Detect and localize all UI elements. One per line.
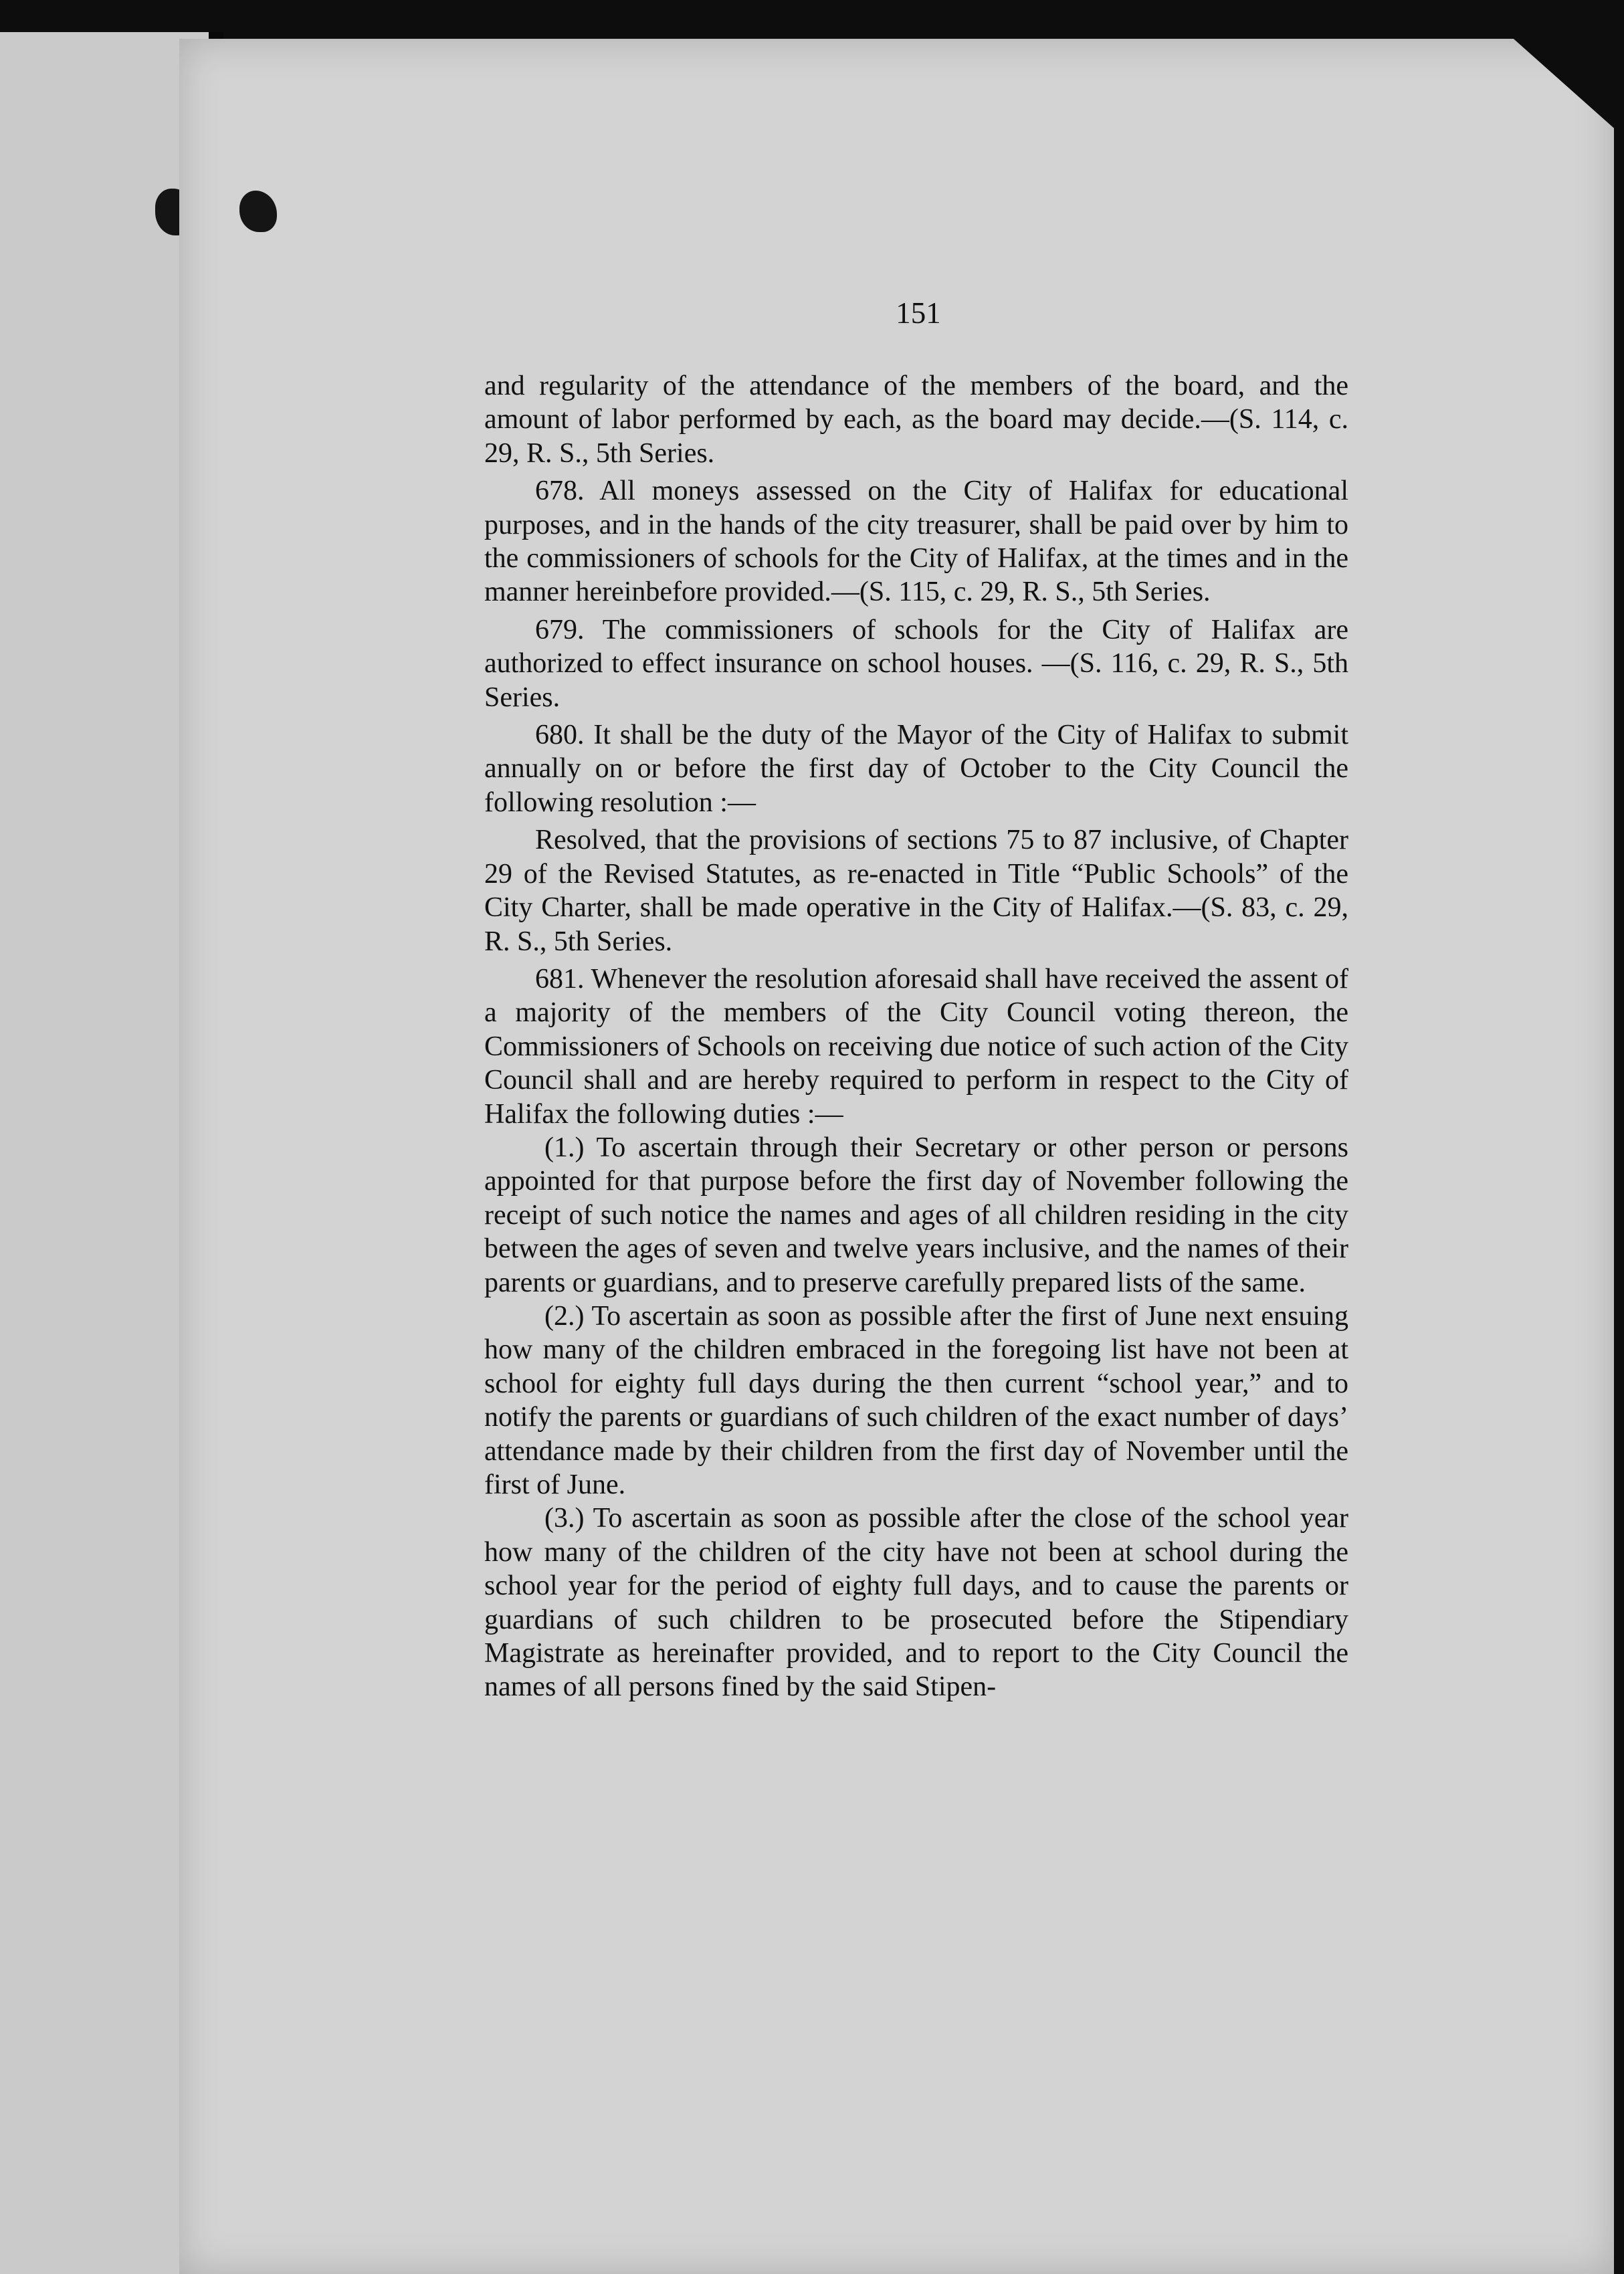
- duty-item-1: (1.) To ascertain through their Secretary or other person or persons appointed for that purpose before the first day of November following the receipt of such notice the names and ages of all children residing in the city between the ages of seven and twelve years inclusive, and the names of their parents or guardians, and to preserve carefully prepared lists of the same.: [484, 1132, 1348, 1298]
- resolution-text: Resolved, that the provisions of sections 75 to 87 inclusive, of Chapter 29 of the Revised Statutes, as re-enacted in Title “Public Schools” of the City Charter, shall be made operative in the City of Halifax.—(S. 83, c. 29, R. S., 5th Series.: [484, 825, 1348, 957]
- paragraph-continuation: and regularity of the attendance of the members of the board, and the amount of labor performed by each, as the board may decide.—(S. 114, c. 29, R. S., 5th Series.: [484, 371, 1348, 469]
- section-679: 679. The commissioners of schools for the City of Halifax are authorized to effect insurance on school houses. —(S. 116, c. 29, R. S., 5th Series.: [484, 614, 1348, 713]
- section-680: 680. It shall be the duty of the Mayor of the City of Halifax to submit annually on or before the first day of October to the City Council the following resolution :—: [484, 720, 1348, 818]
- section-678: 678. All moneys assessed on the City of Halifax for educational purposes, and in the hands of the city treasurer, shall be paid over by him to the commissioners of schools for the City of Halifax, at the times and in the manner hereinbefore provided.—(S. 115, c. 29, R. S., 5th Series.: [484, 476, 1348, 608]
- body-text: [484, 369, 1348, 1704]
- section-681: 681. Whenever the resolution aforesaid shall have received the assent of a majority of the members of the City Council voting thereon, the Commissioners of Schools on receiving due notice of such action of the City Council shall and are hereby required to perform in respect to the City of Halifax the following duties :—: [484, 963, 1348, 1130]
- page-number: 151: [896, 296, 941, 330]
- duty-item-2: (2.) To ascertain as soon as possible after the first of June next ensuing how many of the children embraced in the foregoing list have not been at school for eighty full days during the then current “school year,” and to notify the parents or guardians of such children of the exact number of days’ attendance made by their children from the first day of November until the first of June.: [484, 1300, 1348, 1500]
- duty-item-3: (3.) To ascertain as soon as possible after the close of the school year how many of the children of the city have not been at school during the school year for the period of eighty full days, and to cause the parents or guardians of such children to be prosecuted before the Stipendiary Magistrate as hereinafter provided, and to report to the City Council the names of all persons fined by the said Stipen-: [484, 1503, 1348, 1703]
